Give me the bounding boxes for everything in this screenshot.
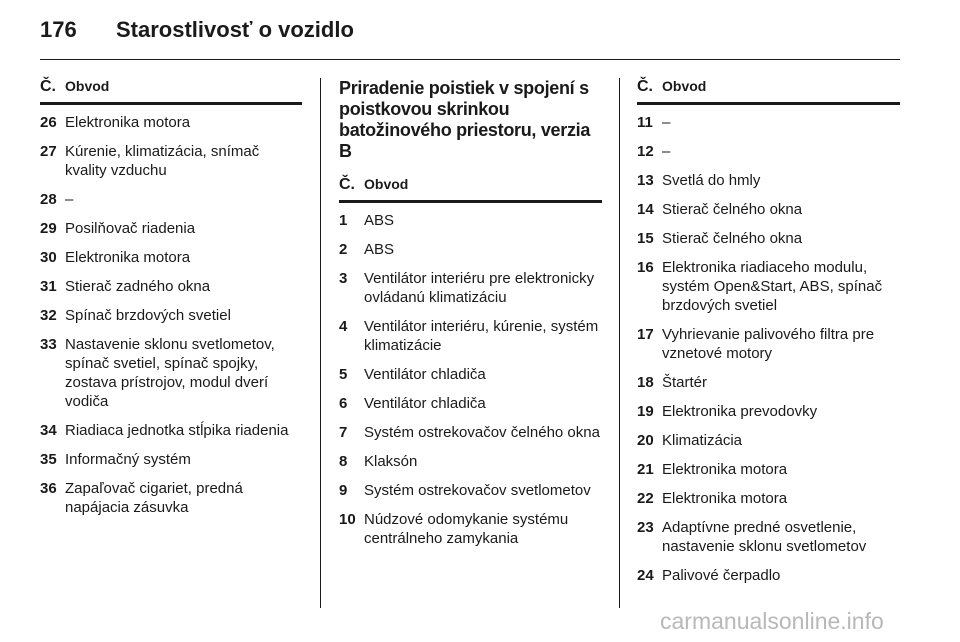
circuit-description: Núdzové odomykanie systému centrálneho zamykania [364, 511, 569, 547]
circuit-description: Elektronika motora [662, 490, 788, 507]
circuit-description: Vyhrievanie palivového filtra pre vznetové motory [662, 326, 875, 362]
fuse-number: 6 [339, 395, 348, 412]
circuit-description: Palivové čerpadlo [662, 567, 781, 584]
fuse-number: 27 [40, 143, 57, 160]
table-row [40, 306, 302, 325]
table-row [40, 190, 302, 209]
fuse-number: 8 [339, 453, 348, 470]
fuse-number: 16 [637, 259, 654, 276]
fuse-number: 10 [339, 511, 356, 528]
table-row [637, 113, 900, 132]
circuit-description: Ventilátor chladiča [364, 395, 486, 412]
fuse-number: 9 [339, 482, 348, 499]
fuse-number: 12 [637, 143, 654, 160]
circuit-description: Elektronika motora [65, 249, 191, 266]
table-row [40, 450, 302, 469]
circuit-description: Adaptívne predné osvetlenie, nastavenie sklonu svetlometov [662, 519, 867, 555]
table-body [339, 211, 602, 548]
fuse-number: 5 [339, 366, 348, 383]
column-header-number: Č. [339, 176, 355, 193]
table-header [339, 176, 602, 203]
fuse-number: 13 [637, 172, 654, 189]
table-body [637, 113, 900, 585]
fuse-number: 30 [40, 249, 57, 266]
circuit-description: Kúrenie, klimatizácia, snímač kvality vzduchu [65, 143, 260, 179]
circuit-description: Elektronika motora [662, 461, 788, 478]
table-row [637, 402, 900, 421]
column-divider [320, 78, 321, 608]
table-row [637, 142, 900, 161]
fuse-number: 20 [637, 432, 654, 449]
table-row [637, 518, 900, 556]
fuse-number: 3 [339, 270, 348, 287]
table-row [339, 240, 602, 259]
fuse-table-column-2 [339, 78, 602, 558]
circuit-description: – [662, 114, 671, 131]
fuse-number: 19 [637, 403, 654, 420]
fuse-number: 4 [339, 318, 348, 335]
column-header-circuit: Obvod [662, 78, 707, 94]
circuit-description: Elektronika riadiaceho modulu, systém Open&Start, ABS, spínač brzdových svetiel [662, 259, 883, 314]
column-divider [619, 78, 620, 608]
fuse-number: 24 [637, 567, 654, 584]
page-header [40, 17, 354, 47]
table-row [637, 229, 900, 248]
table-row [637, 460, 900, 479]
circuit-description: Ventilátor interiéru, kúrenie, systém klimatizácie [364, 318, 599, 354]
circuit-description: Spínač brzdových svetiel [65, 307, 231, 324]
column-header-circuit: Obvod [364, 176, 409, 192]
watermark-text: carmanualsonline.info [660, 608, 884, 634]
fuse-number: 7 [339, 424, 348, 441]
circuit-description: Informačný systém [65, 451, 191, 468]
table-row [40, 277, 302, 296]
table-row [40, 335, 302, 411]
fuse-number: 29 [40, 220, 57, 237]
table-row [637, 489, 900, 508]
table-row [637, 566, 900, 585]
fuse-number: 22 [637, 490, 654, 507]
header-divider [40, 59, 900, 60]
circuit-description: Zapaľovač cigariet, predná napájacia zásuvka [65, 480, 243, 516]
table-row [40, 113, 302, 132]
table-row [637, 200, 900, 219]
table-row [40, 421, 302, 440]
fuse-number: 11 [637, 114, 653, 131]
table-row [339, 481, 602, 500]
fuse-number: 35 [40, 451, 57, 468]
fuse-number: 15 [637, 230, 654, 247]
fuse-number: 36 [40, 480, 57, 497]
circuit-description: Klimatizácia [662, 432, 743, 449]
table-row [339, 510, 602, 548]
table-row [637, 373, 900, 392]
circuit-description: Posilňovač riadenia [65, 220, 196, 237]
table-row [637, 171, 900, 190]
circuit-description: Systém ostrekovačov čelného okna [364, 424, 600, 441]
fuse-number: 2 [339, 241, 348, 258]
table-row [40, 479, 302, 517]
circuit-description: – [65, 191, 74, 208]
column-header-circuit: Obvod [65, 78, 110, 94]
table-row [339, 452, 602, 471]
table-row [339, 365, 602, 384]
circuit-description: Elektronika prevodovky [662, 403, 818, 420]
table-row [339, 423, 602, 442]
fuse-number: 33 [40, 336, 57, 353]
fuse-table-column-3 [637, 78, 900, 595]
fuse-number: 34 [40, 422, 57, 439]
circuit-description: – [662, 143, 671, 160]
circuit-description: Štartér [662, 374, 708, 391]
circuit-description: Stierač čelného okna [662, 201, 803, 218]
table-row [40, 219, 302, 238]
fuse-number: 26 [40, 114, 57, 131]
circuit-description: Klaksón [364, 453, 418, 470]
fuse-table-column-1 [40, 78, 302, 527]
fuse-number: 14 [637, 201, 654, 218]
table-row [637, 258, 900, 315]
circuit-description: Stierač čelného okna [662, 230, 803, 247]
circuit-description: Systém ostrekovačov svetlometov [364, 482, 591, 499]
column-header-number: Č. [40, 78, 56, 95]
table-row [339, 269, 602, 307]
circuit-description: Ventilátor interiéru pre elektronicky ovládanú klimatizáciu [364, 270, 595, 306]
fuse-number: 17 [637, 326, 654, 343]
table-row [637, 325, 900, 363]
section-title: Priradenie poistiek v spojení s poistkovou skrinkou batožinového priestoru, verzia B [339, 78, 591, 161]
fuse-number: 18 [637, 374, 654, 391]
fuse-number: 1 [339, 212, 348, 229]
circuit-description: Stierač zadného okna [65, 278, 211, 295]
table-header [637, 78, 900, 105]
table-row [637, 431, 900, 450]
fuse-number: 28 [40, 191, 57, 208]
fuse-number: 21 [637, 461, 654, 478]
circuit-description: Nastavenie sklonu svetlometov, spínač svetiel, spínač spojky, zostava prístrojov, modul dverí vodiča [65, 336, 275, 410]
table-row [339, 211, 602, 230]
circuit-description: Riadiaca jednotka stĺpika riadenia [65, 422, 289, 439]
table-row [339, 394, 602, 413]
circuit-description: ABS [364, 241, 395, 258]
table-row [40, 248, 302, 267]
table-row [339, 317, 602, 355]
circuit-description: ABS [364, 212, 395, 229]
circuit-description: Elektronika motora [65, 114, 191, 131]
table-row [40, 142, 302, 180]
circuit-description: Ventilátor chladiča [364, 366, 486, 383]
fuse-number: 32 [40, 307, 57, 324]
page-number: 176 [40, 17, 77, 42]
table-body [40, 113, 302, 517]
circuit-description: Svetlá do hmly [662, 172, 761, 189]
table-header [40, 78, 302, 105]
fuse-number: 31 [40, 278, 57, 295]
page-title: Starostlivosť o vozidlo [116, 17, 354, 42]
fuse-number: 23 [637, 519, 654, 536]
column-header-number: Č. [637, 78, 653, 95]
